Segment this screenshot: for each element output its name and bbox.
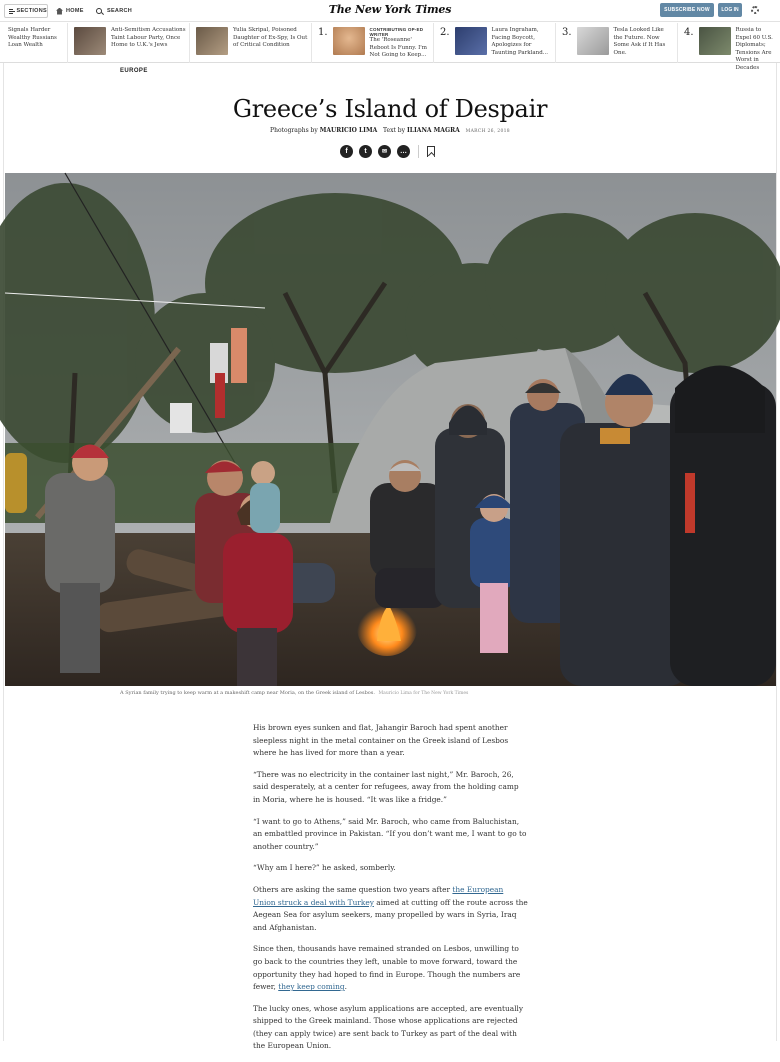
ribbon-thumbnail [74,27,106,55]
search-label: SEARCH [107,8,133,14]
caption-text: A Syrian family trying to keep warm at a makeshift camp near Moria, on the Greek island of Lesbos. [120,690,375,696]
article-body [253,722,528,1062]
photo-caption [120,690,468,696]
ribbon-headline: Russia to Expel 60 U.S. Diplomats; Tensions Are Worst in Decades [735,27,773,71]
email-icon[interactable]: ✉ [378,145,391,158]
ribbon-item[interactable] [0,23,68,63]
page-border-right [776,63,777,1041]
ribbon-item[interactable] [556,23,678,63]
ribbon-rank: 3. [562,27,572,38]
ribbon-item[interactable] [190,23,312,63]
section-label[interactable]: EUROPE [120,68,148,74]
ribbon-item[interactable] [678,23,780,71]
paragraph: “Why am I here?” he asked, somberly. [253,863,396,873]
lead-photo [5,173,776,686]
photo-credit: Mauricio Lima for The New York Times [378,691,469,696]
paragraph: “There was no electricity in the container last night,” Mr. Baroch, 26, said desperately, at a center for refugees, away from the holding camp in Moria, where he is housed. “It was like a fridge.” [253,769,519,804]
ribbon-rank: 2. [440,27,450,38]
paragraph-text: Others are asking the same question two years after [253,884,453,894]
masthead [0,0,780,22]
paragraph [253,943,528,993]
lead-photo-illustration [5,173,776,686]
publish-date: MARCH 26, 2018 [465,129,510,134]
writer-name[interactable]: ILIANA MAGRA [406,127,460,134]
ribbon-rank: 4. [684,27,694,38]
twitter-icon[interactable]: t [359,145,372,158]
ribbon-headline: Tesla Looked Like the Future. Now Some Ask if It Has One. [613,27,666,56]
eu-turkey-deal-link[interactable]: the European Union struck a deal with Turkey [253,884,504,907]
paragraph [253,884,528,934]
paragraph-text: aimed at cutting off the route across the Aegean Sea for asylum seekers, many propelled by wars in Syria, Iraq and Afghanistan. [253,897,528,932]
ribbon-thumbnail [196,27,228,55]
ribbon-kicker: CONTRIBUTING OP-ED WRITER [369,27,424,37]
ribbon-headline: Yulia Skripal, Poisoned Daughter of Ex-Spy, Is Out of Critical Condition [233,27,308,48]
paragraph: His brown eyes sunken and flat, Jahangir Baroch had spent another sleepless night in the metal container on the Greek island of Lesbos where he has lived for more than a year. [253,723,509,758]
subscribe-button[interactable]: SUBSCRIBE NOW [660,3,714,17]
photographer-name[interactable]: MAURICIO LIMA [319,127,378,134]
ribbon-headline: The 'Roseanne' Reboot Is Funny. I'm Not Going to Keep... [369,37,428,58]
more-share-icon[interactable]: … [397,145,410,158]
bookmark-icon[interactable] [427,146,435,157]
home-label: HOME [66,8,84,14]
paragraph: “I want to go to Athens,” said Mr. Baroch, who came from Baluchistan, an embattled province in Pakistan. “If you don’t want me, I want to go to another country.” [253,816,527,851]
they-keep-coming-link[interactable]: they keep coming [278,982,345,992]
paragraph-text: . [344,982,347,992]
ribbon-thumbnail [699,27,731,55]
sections-label: SECTIONS [16,8,47,14]
facebook-icon[interactable]: f [340,145,353,158]
ribbon-headline: Laura Ingraham, Facing Boycott, Apologizes for Taunting Parkland... [491,27,548,56]
ribbon-headline: Anti-Semitism Accusations Taint Labour Party, Once Home to U.K.'s Jews [111,27,186,48]
paragraph: The lucky ones, whose asylum applications are accepted, are eventually shipped to the Greek mainland. Those whose applications are rejected (they can apply twice) are sent back to Turkey as part of the deal with the European Union. [253,1003,524,1051]
byline-text-prefix: Text by [383,127,406,134]
paragraph-text: Since then, thousands have remained stranded on Lesbos, unwilling to go back to the countries they left, unable to move forward, toward the opportunity they had hoped to find in Europe. Though the numbers are fewer, [253,944,521,992]
headline: Greece’s Island of Despair [232,95,548,123]
ribbon-item[interactable] [312,23,434,63]
ribbon-thumbnail [333,27,365,55]
ribbon-item[interactable] [68,23,190,63]
byline-photos-prefix: Photographs by [270,127,318,134]
byline [0,127,780,134]
nyt-logo[interactable]: The New York Times [328,3,452,16]
ribbon-thumbnail [455,27,487,55]
page-border-left [3,63,4,1041]
share-divider [418,145,419,158]
share-tools [340,145,435,158]
gear-icon[interactable] [751,6,759,14]
ribbon-item[interactable] [434,23,556,63]
login-button[interactable]: LOG IN [718,3,742,17]
ribbon-rank: 1. [318,27,328,38]
ribbon-headline: Signals Harder Wealthy Russians Loan Wealth [8,27,57,48]
ribbon-thumbnail [577,27,609,55]
